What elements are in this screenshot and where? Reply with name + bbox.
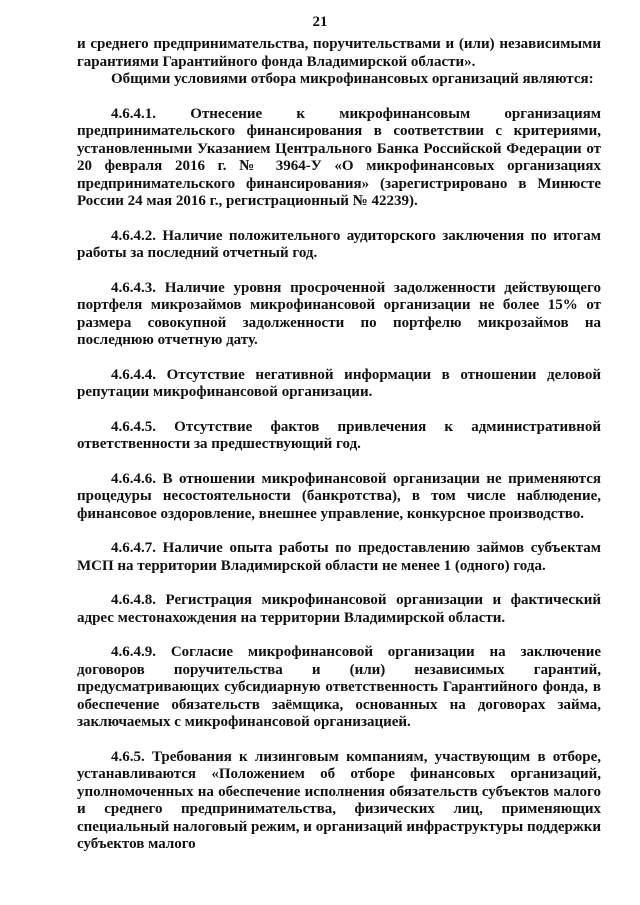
page-number: 21: [312, 14, 328, 30]
paragraph-4641: 4.6.4.1. Отнесение к микрофинансовым организациям предпринимательского финансирования в соответствии с критериями, установленными Указанием Центрального Банка Российской Федерации от 20 февраля 2016 г. № 3964-У «О микрофинансовых организациях предпринимательского финансирования» (зарегистрировано в Минюсте России 24 мая 2016 г., регистрационный № 42239).: [77, 105, 601, 209]
paragraph-intro: Общими условиями отбора микрофинансовых организаций являются:: [111, 71, 594, 87]
paragraph-4644: 4.6.4.4. Отсутствие негативной информации в отношении деловой репутации микрофинансовой организации.: [77, 366, 601, 400]
paragraph-4649: 4.6.4.9. Согласие микрофинансовой организации на заключение договоров поручительства и (или) независимых гарантий, предусматривающих субсидиарную ответственность Гарантийного фонда, в обеспечение обязательств заёмщика, основанных на договорах займа, заключаемых с микрофинансовой организацией.: [77, 644, 601, 730]
paragraph-continuation: и среднего предпринимательства, поручительствами и (или) независимыми гарантиями Гарантийного фонда Владимирской области».: [77, 36, 601, 70]
paragraph-4648: 4.6.4.8. Регистрация микрофинансовой организации и фактический адрес местонахождения на территории Владимирской области.: [77, 592, 601, 626]
paragraph-4645: 4.6.4.5. Отсутствие фактов привлечения к административной ответственности за предшествующий год.: [77, 418, 601, 452]
paragraph-4643: 4.6.4.3. Наличие уровня просроченной задолженности действующего портфеля микрозаймов микрофинансовой организации не более 15% от размера совокупной задолженности по портфелю микрозаймов на последнюю отчетную дату.: [77, 279, 601, 348]
paragraph-4642: 4.6.4.2. Наличие положительного аудиторского заключения по итогам работы за последний отчетный год.: [77, 227, 601, 261]
paragraph-4647: 4.6.4.7. Наличие опыта работы по предоставлению займов субъектам МСП на территории Владимирской области не менее 1 (одного) года.: [77, 540, 601, 574]
document-body: [77, 36, 601, 854]
paragraph-4646: 4.6.4.6. В отношении микрофинансовой организации не применяются процедуры несостоятельности (банкротства), в том числе наблюдение, финансовое оздоровление, внешнее управление, конкурсное производство.: [77, 470, 601, 522]
paragraph-465: 4.6.5. Требования к лизинговым компаниям, участвующим в отборе, устанавливаются «Положением об отборе финансовых организаций, уполномоченных на обеспечение исполнения обязательств субъектов малого и среднего предпринимательства, физических лиц, применяющих специальный налоговый режим, и организаций инфраструктуры поддержки субъектов малого: [77, 748, 601, 852]
